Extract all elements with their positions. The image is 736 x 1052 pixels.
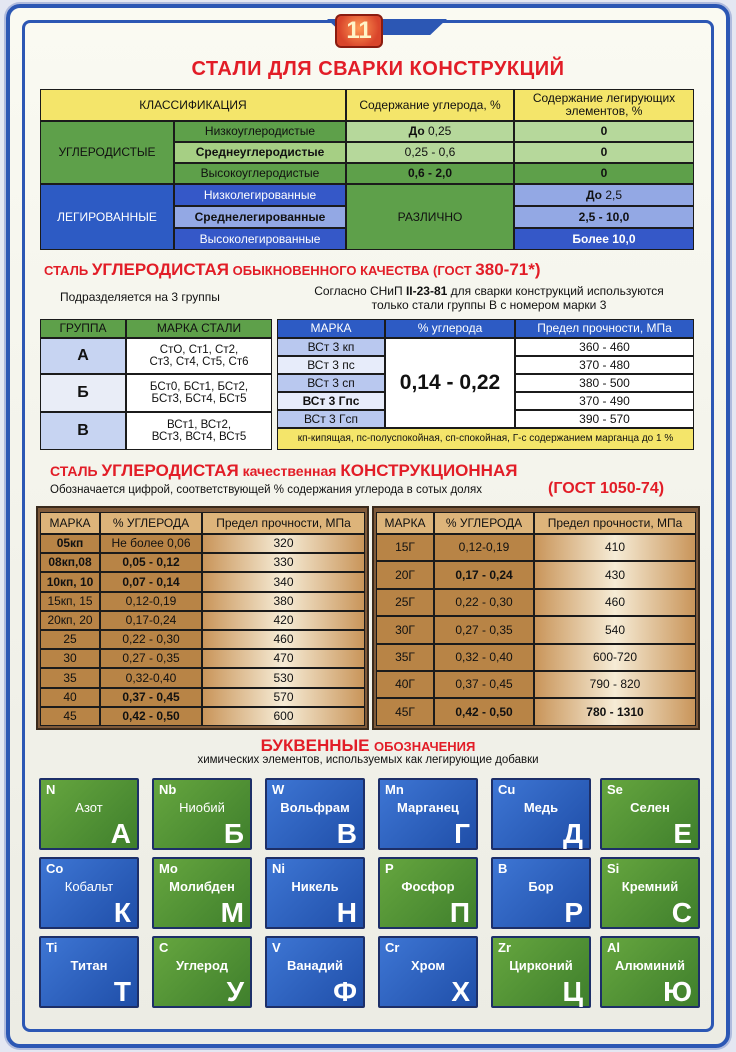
mark-cell: 35	[40, 668, 100, 687]
alloy-prefix: До	[585, 187, 602, 202]
carbon-cell: 0,27 - 0,35	[434, 616, 534, 643]
snip-text: Согласно СНиП	[314, 284, 403, 298]
carbon-cell: 0,22 - 0,30	[434, 589, 534, 616]
strength-cell: 430	[534, 561, 696, 588]
element-letter: Ф	[333, 976, 357, 1007]
element-card	[600, 857, 700, 929]
strength-cell: 370 - 490	[515, 392, 694, 410]
title-word: качественная	[242, 463, 337, 479]
title-word: БУКВЕННЫЕ	[260, 736, 370, 755]
element-name: Никель	[291, 879, 339, 894]
mark-cell: 20Г	[376, 561, 434, 588]
title-word: УГЛЕРОДИСТАЯ	[101, 461, 239, 480]
title-word: ОБОЗНАЧЕНИЯ	[373, 739, 476, 754]
element-letter: А	[110, 818, 131, 849]
mark-cell: 30Г	[376, 616, 434, 643]
element-symbol: V	[272, 940, 281, 955]
mark-cell: 25	[40, 630, 100, 649]
element-name: Бор	[528, 879, 554, 894]
element-name: Медь	[523, 800, 559, 815]
carbon-cell: 0,27 - 0,35	[100, 649, 202, 668]
element-card	[39, 936, 139, 1008]
element-card	[39, 857, 139, 929]
alloy-number: 2,5	[605, 187, 623, 202]
title-word: КОНСТРУКЦИОННАЯ	[340, 461, 518, 480]
element-name: Титан	[70, 958, 108, 973]
element-card	[152, 857, 252, 929]
title-word: СТАЛЬ	[50, 463, 98, 479]
group-marks	[126, 338, 272, 374]
category-carbon: УГЛЕРОДИСТЫЕ	[40, 121, 174, 184]
strength-cell: 410	[534, 534, 696, 561]
element-letter: Х	[451, 976, 470, 1007]
strength-cell: 780 - 1310	[534, 698, 696, 725]
element-card	[265, 778, 365, 850]
carbon-prefix: До	[408, 124, 425, 139]
header-strength: Предел прочности, МПа	[515, 319, 694, 338]
header-mark: МАРКА	[40, 512, 100, 534]
element-symbol: Se	[607, 782, 623, 797]
carbon-value	[346, 121, 514, 142]
groups-note: Подразделяется на 3 группы	[60, 290, 220, 304]
element-letter: Ц	[562, 976, 583, 1007]
header-strength: Предел прочности, МПа	[534, 512, 696, 534]
title-word: СТАЛЬ	[44, 263, 89, 278]
element-symbol: Mn	[385, 782, 404, 797]
letters-subtitle: химических элементов, используемых как легирующие добавки	[197, 754, 539, 766]
strength-cell: 330	[202, 553, 365, 572]
strength-cell: 600-720	[534, 644, 696, 671]
snip-code: II-23-81	[405, 284, 448, 298]
element-name: Селен	[630, 800, 670, 815]
strength-cell: 380	[202, 592, 365, 611]
strength-cell: 370 - 480	[515, 356, 694, 374]
carbon-value: 0,6 - 2,0	[346, 163, 514, 184]
element-card	[491, 778, 591, 850]
carbon-cell: 0,07 - 0,14	[100, 572, 202, 591]
carbon-cell: 0,17-0,24	[100, 611, 202, 630]
element-card	[378, 936, 478, 1008]
alloy-value: 2,5 - 10,0	[514, 206, 694, 228]
mark-cell: ВСт 3 Гпс	[277, 392, 385, 410]
element-symbol: Ti	[46, 940, 58, 955]
page-number-badge: 11	[335, 14, 383, 48]
element-symbol: Si	[607, 861, 620, 876]
strength-cell: 460	[534, 589, 696, 616]
group-marks-line-2: Ст3, Ст4, Ст5, Ст6	[149, 356, 249, 368]
strength-cell: 600	[202, 707, 365, 726]
mark-cell: 45Г	[376, 698, 434, 725]
element-symbol: P	[385, 861, 394, 876]
element-letter: Н	[336, 897, 357, 928]
strength-cell: 320	[202, 534, 365, 553]
mark-cell: ВСт 3 Гсп	[277, 410, 385, 428]
element-name: Углерод	[176, 958, 228, 973]
mark-cell: 15Г	[376, 534, 434, 561]
element-name: Марганец	[397, 800, 459, 815]
row-name: Среднеуглеродистые	[174, 142, 346, 163]
mark-cell: 35Г	[376, 644, 434, 671]
element-letter: В	[336, 818, 357, 849]
group-marks-line-1: СтО, Ст1, Ст2,	[159, 343, 239, 356]
page-title: СТАЛИ ДЛЯ СВАРКИ КОНСТРУКЦИЙ	[191, 58, 565, 80]
quality-gost: (ГОСТ 1050-74)	[548, 480, 665, 497]
letters-section-title	[0, 736, 736, 756]
alloy-value: Более 10,0	[514, 228, 694, 250]
element-card	[491, 857, 591, 929]
element-symbol: C	[159, 940, 169, 955]
element-name: Азот	[75, 800, 103, 815]
element-name: Хром	[411, 958, 445, 973]
group-marks-line-2: БСт3, БСт4, БСт5	[151, 393, 247, 405]
alloy-value: 0	[514, 142, 694, 163]
header-mark: МАРКА СТАЛИ	[126, 319, 272, 338]
mark-cell: 40Г	[376, 671, 434, 698]
carbon-number: 0,25	[428, 124, 452, 139]
header-carbon: % УГЛЕРОДА	[100, 512, 202, 534]
strength-cell: 420	[202, 611, 365, 630]
element-card	[265, 936, 365, 1008]
carbon-cell: 0,32-0,40	[100, 668, 202, 687]
element-symbol: Cr	[385, 940, 400, 955]
element-symbol: Mo	[159, 861, 178, 876]
quality-subtitle: Обозначается цифрой, соответствующей % содержания углерода в сотых долях	[50, 484, 482, 496]
alloy-value: 0	[514, 121, 694, 142]
strength-cell: 570	[202, 688, 365, 707]
element-name: Ванадий	[287, 958, 343, 973]
element-letter: Т	[113, 976, 131, 1007]
element-card	[600, 936, 700, 1008]
element-name: Кобальт	[64, 879, 114, 894]
element-card	[491, 936, 591, 1008]
title-word: (ГОСТ	[433, 263, 472, 278]
group-letter: Б	[40, 374, 126, 412]
element-name: Молибден	[169, 879, 235, 894]
element-card	[378, 857, 478, 929]
element-card	[152, 778, 252, 850]
element-symbol: Ni	[272, 861, 285, 876]
row-name: Высоколегированные	[174, 228, 346, 250]
strength-cell: 360 - 460	[515, 338, 694, 356]
header-carbon-content: Содержание углерода, %	[346, 89, 514, 121]
element-name: Алюминий	[614, 958, 686, 973]
element-symbol: Zr	[498, 940, 511, 955]
element-card	[39, 778, 139, 850]
element-letter: М	[220, 897, 244, 928]
group-marks	[126, 412, 272, 450]
group-marks-line-2: ВСт3, ВСт4, ВСт5	[151, 431, 247, 443]
category-alloy: ЛЕГИРОВАННЫЕ	[40, 184, 174, 250]
strength-cell: 540	[534, 616, 696, 643]
carbon-cell: 0,22 - 0,30	[100, 630, 202, 649]
strength-cell: 470	[202, 649, 365, 668]
element-letter: Ю	[663, 976, 692, 1007]
mark-cell: ВСт 3 кп	[277, 338, 385, 356]
carbon-cell: 0,05 - 0,12	[100, 553, 202, 572]
header-classification: КЛАССИФИКАЦИЯ	[40, 89, 346, 121]
strength-cell: 340	[202, 572, 365, 591]
header-mark: МАРКА	[376, 512, 434, 534]
snip-note	[284, 284, 694, 313]
mark-cell: 30	[40, 649, 100, 668]
title-word: УГЛЕРОДИСТАЯ	[91, 260, 229, 279]
ordinary-section-title	[44, 260, 704, 284]
element-letter: Д	[563, 818, 583, 849]
element-symbol: Cu	[498, 782, 516, 797]
group-letter: В	[40, 412, 126, 450]
strength-cell: 390 - 570	[515, 410, 694, 428]
element-card	[378, 778, 478, 850]
header-alloy-content: Содержание легирующих элементов, %	[514, 89, 694, 121]
element-letter: П	[449, 897, 470, 928]
carbon-cell: 0,42 - 0,50	[100, 707, 202, 726]
mark-cell: 08кп,08	[40, 553, 100, 572]
mark-cell: 20кп, 20	[40, 611, 100, 630]
header-carbon: % углерода	[385, 319, 515, 338]
ordinary-footnote: кп-кипящая, пс-полуспокойная, сп-спокойная, Г-с содержанием марганца до 1 %	[277, 428, 694, 450]
element-symbol: Co	[46, 861, 64, 876]
element-symbol: N	[46, 782, 56, 797]
group-letter: А	[40, 338, 126, 374]
element-letter: Г	[454, 818, 470, 849]
strength-cell: 790 - 820	[534, 671, 696, 698]
element-letter: С	[671, 897, 692, 928]
snip-text: только стали группы В с номером марки 3	[371, 298, 607, 313]
carbon-cell: 0,37 - 0,45	[100, 688, 202, 707]
element-symbol: Al	[607, 940, 620, 955]
mark-cell: 05кп	[40, 534, 100, 553]
mark-cell: 15кп, 15	[40, 592, 100, 611]
element-card	[152, 936, 252, 1008]
carbon-cell: 0,12-0,19	[100, 592, 202, 611]
element-name: Ниобий	[179, 800, 225, 815]
carbon-cell: 0,32 - 0,40	[434, 644, 534, 671]
row-name: Низколегированные	[174, 184, 346, 206]
mark-cell: 45	[40, 707, 100, 726]
header-carbon: % УГЛЕРОДА	[434, 512, 534, 534]
group-marks-line-1: БСт0, БСт1, БСт2,	[149, 380, 249, 393]
mark-cell: ВСт 3 сп	[277, 374, 385, 392]
element-letter: Р	[564, 897, 583, 928]
strength-cell: 530	[202, 668, 365, 687]
mark-cell: ВСт 3 пс	[277, 356, 385, 374]
element-symbol: B	[498, 861, 508, 876]
element-name: Цирконий	[509, 958, 573, 973]
row-name: Высокоуглеродистые	[174, 163, 346, 184]
group-marks-line-1: ВСт1, ВСт2,	[166, 418, 232, 431]
carbon-cell: 0,42 - 0,50	[434, 698, 534, 725]
strength-cell: 460	[202, 630, 365, 649]
alloy-value: 0	[514, 163, 694, 184]
header-group: ГРУППА	[40, 319, 126, 338]
strength-cell: 380 - 500	[515, 374, 694, 392]
mark-cell: 10кп, 10	[40, 572, 100, 591]
element-card	[600, 778, 700, 850]
carbon-various: РАЗЛИЧНО	[346, 184, 514, 250]
element-name: Вольфрам	[280, 800, 350, 815]
element-letter: У	[226, 976, 244, 1007]
element-letter: Е	[673, 818, 692, 849]
element-letter: К	[113, 897, 131, 928]
row-name: Среднелегированные	[174, 206, 346, 228]
element-name: Фосфор	[401, 879, 455, 894]
carbon-range: 0,14 - 0,22	[385, 338, 515, 428]
carbon-value: 0,25 - 0,6	[346, 142, 514, 163]
group-marks	[126, 374, 272, 412]
title-word: ОБЫКНОВЕННОГО КАЧЕСТВА	[232, 263, 430, 278]
snip-text: для сварки конструкций используются	[450, 284, 664, 298]
alloy-value	[514, 184, 694, 206]
element-card	[265, 857, 365, 929]
header-mark: МАРКА	[277, 319, 385, 338]
header-strength: Предел прочности, МПа	[202, 512, 365, 534]
title-word: 380-71*)	[475, 260, 541, 279]
element-symbol: Nb	[159, 782, 177, 797]
mark-cell: 40	[40, 688, 100, 707]
element-letter: Б	[223, 818, 244, 849]
carbon-cell: 0,12-0,19	[434, 534, 534, 561]
element-symbol: W	[272, 782, 285, 797]
row-name: Низкоуглеродистые	[174, 121, 346, 142]
mark-cell: 25Г	[376, 589, 434, 616]
carbon-cell: 0,17 - 0,24	[434, 561, 534, 588]
carbon-cell: Не более 0,06	[100, 534, 202, 553]
element-name: Кремний	[621, 879, 679, 894]
carbon-cell: 0,37 - 0,45	[434, 671, 534, 698]
